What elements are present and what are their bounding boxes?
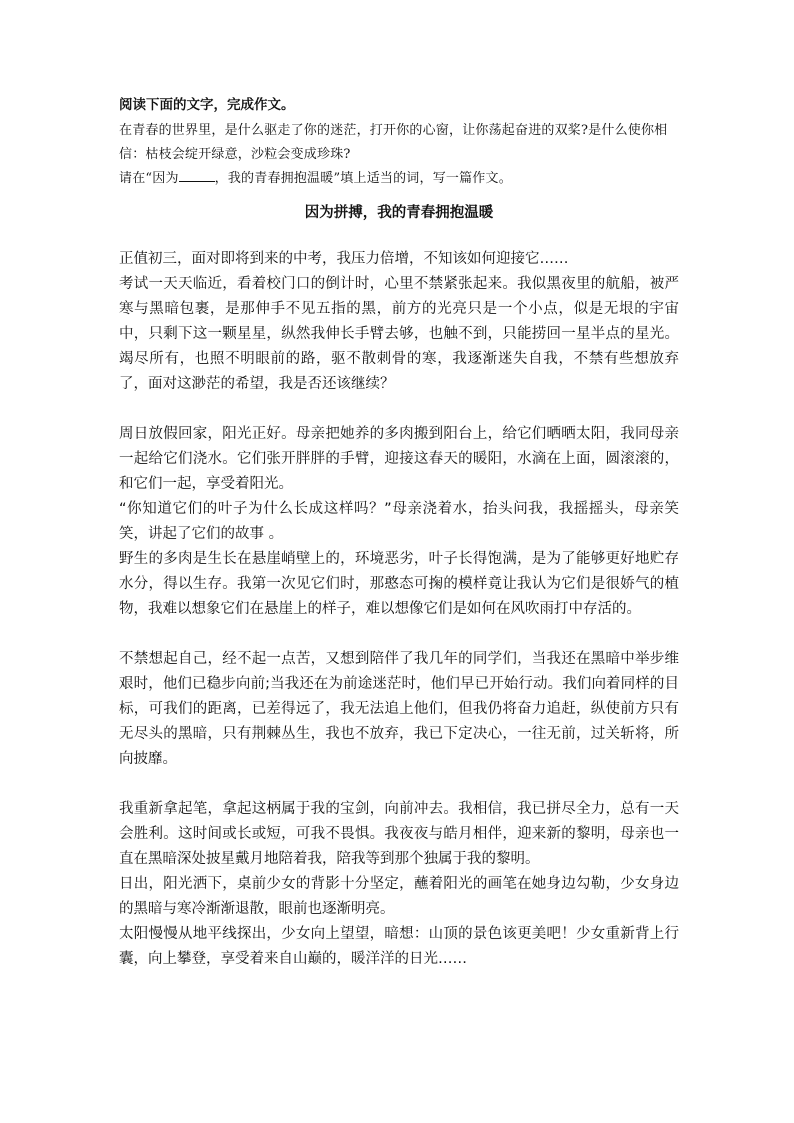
essay-paragraph-1: 正值初三，面对即将到来的中考，我压力倍增，不知该如何迎接它…… bbox=[119, 251, 569, 267]
essay-paragraph-4: “你知道它们的叶子为什么长成这样吗？”母亲浇着水，抬头问我，我摇摇头，母亲笑笑，讲起了它们的故事 。 bbox=[119, 501, 679, 542]
paragraph-gap bbox=[119, 772, 679, 797]
essay-paragraph-8: 日出，阳光洒下，桌前少女的背影十分坚定，蘸着阳光的画笔在她身边勾勒，少女身边的黑暗与寒冷渐渐退散，眼前也逐渐明亮。 bbox=[119, 876, 679, 917]
instruction-task-after: ，我的青春拥抱温暖”填上适当的词，写一篇作文。 bbox=[214, 171, 512, 186]
essay-body bbox=[119, 247, 679, 972]
paragraph-gap bbox=[119, 622, 679, 647]
paragraph-gap bbox=[119, 397, 679, 422]
fill-blank bbox=[179, 169, 215, 182]
essay-paragraph-7: 我重新拿起笔，拿起这柄属于我的宝剑，向前冲去。我相信，我已拼尽全力，总有一天会胜利。这时间或长或短，可我不畏惧。我夜夜与皓月相伴，迎来新的黎明，母亲也一直在黑暗深处披星戴月地陪着我，陪我等到那个独属于我的黎明。 bbox=[119, 801, 679, 867]
instruction-task-before: 请在“因为 bbox=[119, 171, 179, 186]
essay-paragraph-5: 野生的多肉是生长在悬崖峭壁上的，环境恶劣，叶子长得饱满，是为了能够更好地贮存水分，得以生存。我第一次见它们时，那憨态可掬的模样竟让我认为它们是很娇气的植物，我难以想象它们在悬崖上的样子，难以想像它们是如何在风吹雨打中存活的。 bbox=[119, 551, 679, 617]
essay-paragraph-2: 考试一天天临近，看着校门口的倒计时，心里不禁紧张起来。我似黑夜里的航船，被严寒与黑暗包裹，是那伸手不见五指的黑，前方的光亮只是一个小点，似是无垠的宇宙中，只剩下这一颗星星，纵然我伸长手臂去够，也触不到，只能捞回一星半点的星光。竭尽所有，也照不明眼前的路，驱不散刺骨的寒，我逐渐迷失自我，不禁有些想放弃了，面对这渺茫的希望，我是否还该继续？ bbox=[119, 276, 679, 392]
document-page bbox=[119, 96, 679, 972]
instruction-prompt: 在青春的世界里，是什么驱走了你的迷茫，打开你的心窗，让你荡起奋进的双桨?是什么使你相信：枯枝会绽开绿意，沙粒会变成珍珠? bbox=[119, 123, 668, 162]
essay-paragraph-9: 太阳慢慢从地平线探出，少女向上望望，暗想：山顶的景色该更美吧！少女重新背上行囊，向上攀登，享受着来自山巅的，暖洋洋的日光…… bbox=[119, 926, 679, 967]
essay-paragraph-6: 不禁想起自己，经不起一点苦，又想到陪伴了我几年的同学们，当我还在黑暗中举步维艰时，他们已稳步向前;当我还在为前途迷茫时，他们早已开始行动。我们向着同样的目标，可我们的距离，已差得远了，我无法追上他们，但我仍将奋力追赶，纵使前方只有无尽头的黑暗，只有荆棘丛生，我也不放弃，我已下定决心，一往无前，过关斩将，所向披靡。 bbox=[119, 651, 679, 767]
essay-title: 因为拼搏，我的青春拥抱温暖 bbox=[304, 205, 494, 221]
instruction-heading: 阅读下面的文字，完成作文。 bbox=[119, 97, 295, 113]
instruction-task bbox=[119, 167, 679, 191]
essay-paragraph-3: 周日放假回家，阳光正好。母亲把她养的多肉搬到阳台上，给它们晒晒太阳，我同母亲一起给它们浇水。它们张开胖胖的手臂，迎接这春天的暖阳，水滴在上面，圆滚滚的，和它们一起，享受着阳光。 bbox=[119, 426, 679, 492]
